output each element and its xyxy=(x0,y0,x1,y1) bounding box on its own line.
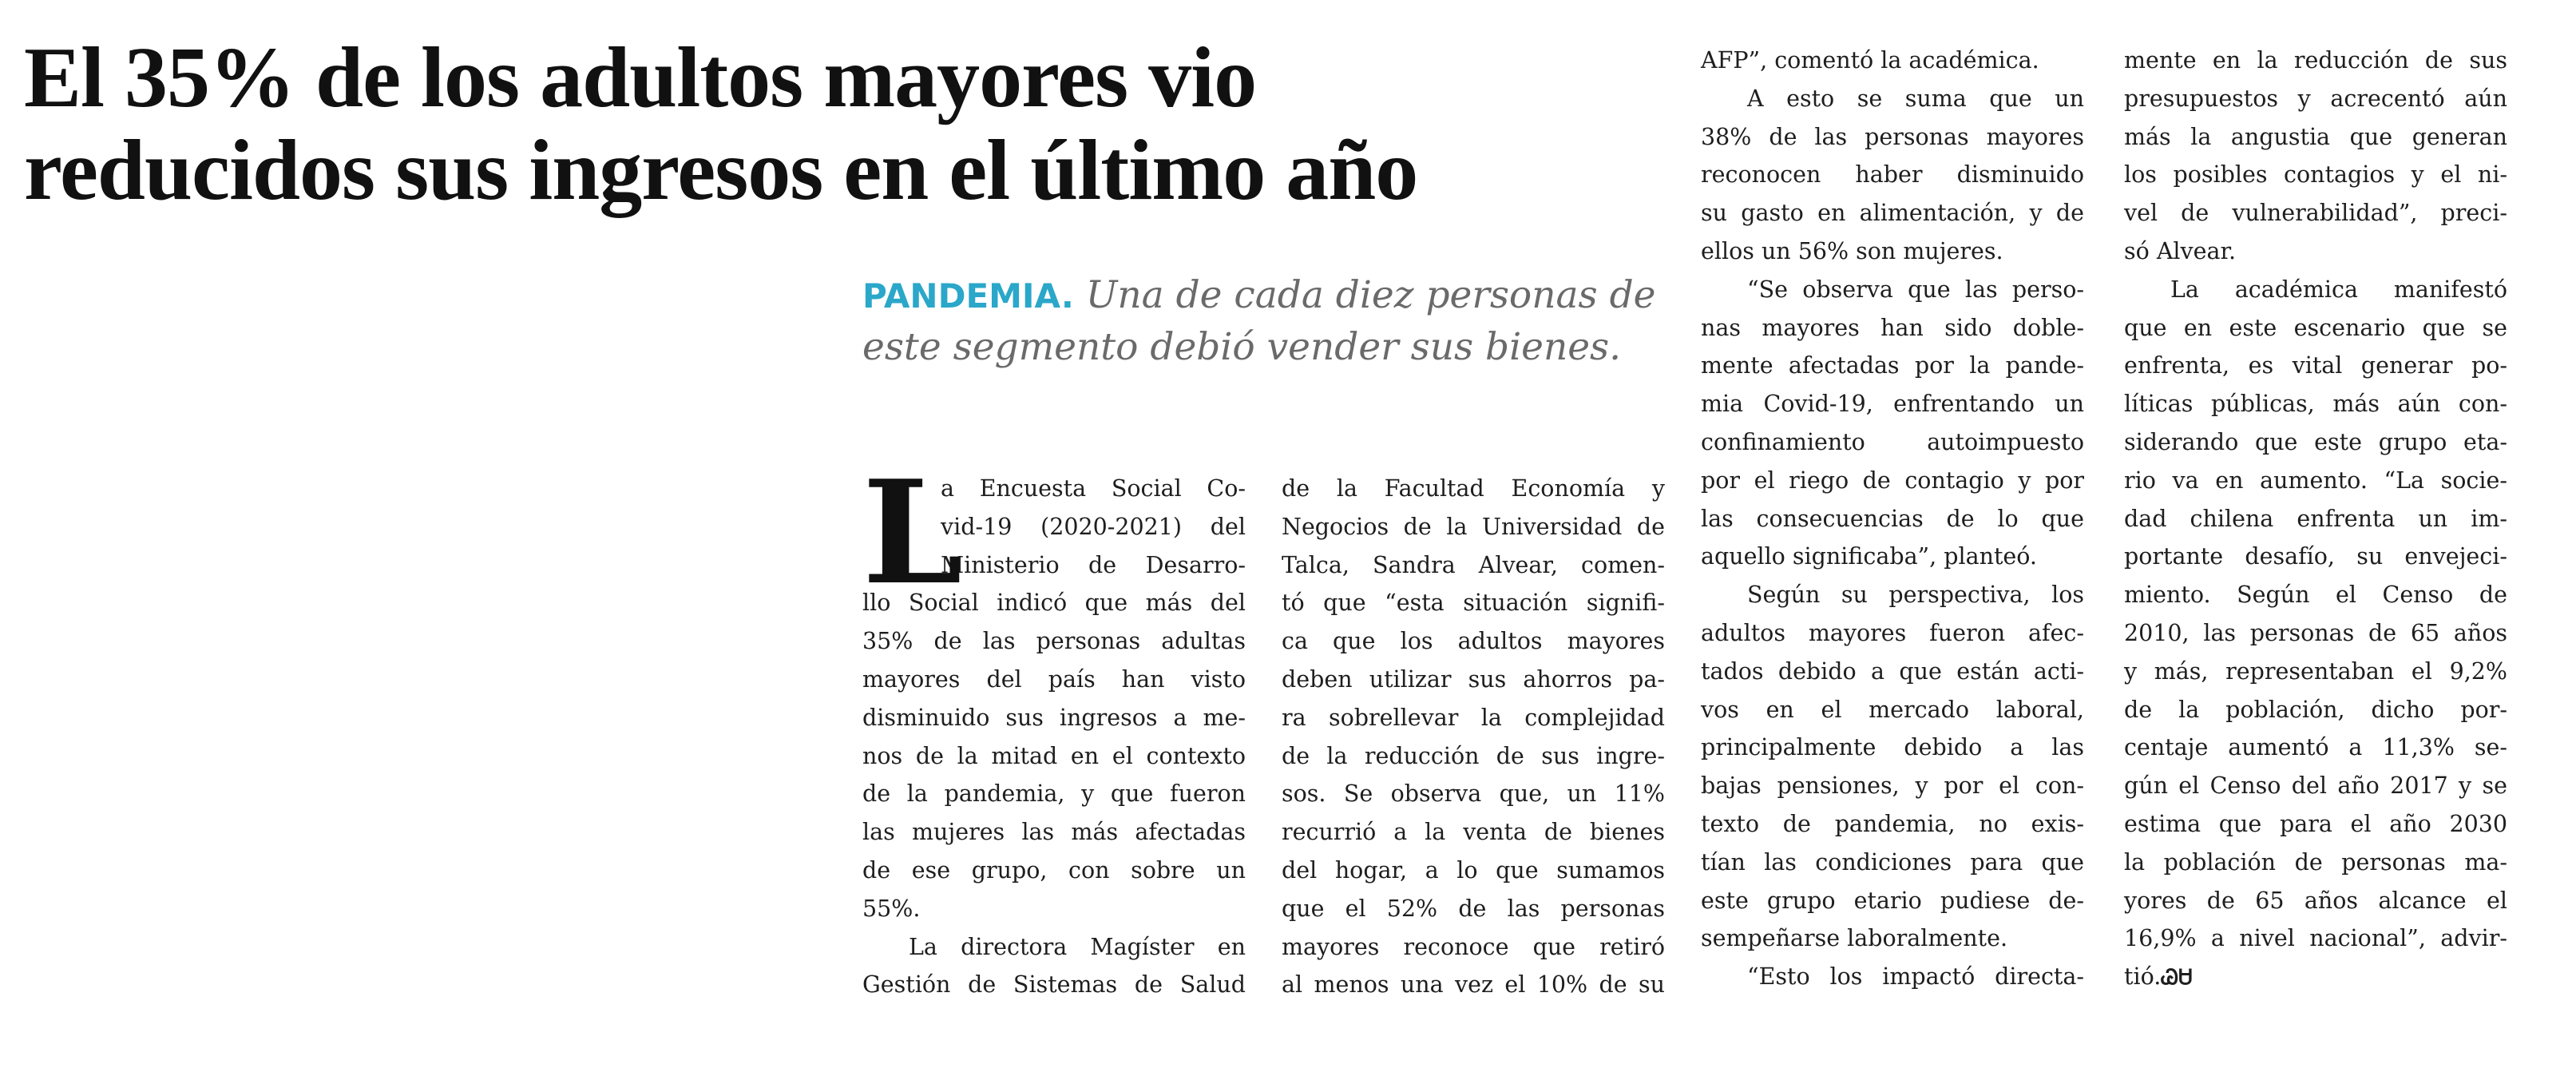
body-line: vel de vulnerabilidad”, preci- xyxy=(2124,200,2507,227)
body-line: La académica manifestó xyxy=(2170,276,2507,303)
body-line: 35% de las personas adultas xyxy=(862,628,1246,655)
body-line: que el 52% de las personas xyxy=(1282,895,1665,922)
article-column-1 xyxy=(862,449,1246,1004)
body-line: aquello significaba”, planteó. xyxy=(1701,543,2037,570)
body-line: 38% de las personas mayores xyxy=(1701,123,2084,150)
body-line: siderando que este grupo eta- xyxy=(2124,428,2507,455)
body-line: reconocen haber disminuido xyxy=(1701,161,2084,189)
body-line: mente en la reducción de sus xyxy=(2124,47,2507,73)
deck-text-1: Una de cada diez personas de xyxy=(1073,273,1656,317)
body-line: estima que para el año 2030 xyxy=(2124,810,2507,837)
body-line: ellos un 56% son mujeres. xyxy=(1701,237,2003,264)
body-line: de la población, dicho por- xyxy=(2124,696,2507,723)
body-line: mayores reconoce que retiró xyxy=(1282,933,1665,960)
body-line: rio va en aumento. “La socie- xyxy=(2124,467,2507,494)
body-line: confinamiento autoimpuesto xyxy=(1701,428,2084,455)
body-line: centaje aumentó a 11,3% se- xyxy=(2124,734,2507,761)
body-line: llo Social indicó que más del xyxy=(862,590,1246,617)
body-line: Ministerio de Desarro- xyxy=(941,551,1246,578)
body-line: más la angustia que generan xyxy=(2124,123,2507,150)
body-line: 16,9% a nivel nacional”, advir- xyxy=(2124,925,2507,952)
article-column-3 xyxy=(1701,42,2084,996)
body-line: mayores del país han visto xyxy=(862,665,1246,693)
body-line: Negocios de la Universidad de xyxy=(1282,513,1665,540)
body-line: nas mayores han sido doble- xyxy=(1701,314,2084,341)
body-line: las mujeres las más afectadas xyxy=(862,819,1246,846)
body-line: A esto se suma que un xyxy=(1747,85,2084,112)
body-line: “Se observa que las perso- xyxy=(1747,276,2084,303)
body-line: que en este escenario que se xyxy=(2124,314,2507,341)
body-line: de la pandemia, y que fueron xyxy=(862,780,1246,808)
body-text-final: tió. xyxy=(2124,963,2162,991)
body-line: ca que los adultos mayores xyxy=(1282,628,1665,655)
deck xyxy=(862,270,1656,373)
body-line: AFP”, comentó la académica. xyxy=(1701,47,2039,73)
body-line: nos de la mitad en el contexto xyxy=(862,742,1246,769)
body-line: de la Facultad Economía y xyxy=(1282,475,1665,502)
body-line: este grupo etario pudiese de- xyxy=(1701,887,2084,914)
end-mark: ᏊᏌ xyxy=(2161,966,2193,991)
body-line: texto de pandemia, no exis- xyxy=(1701,810,2084,837)
deck-line-2: este segmento debió vender sus bienes. xyxy=(862,325,1622,369)
body-line: Según su perspectiva, los xyxy=(1747,582,2084,609)
body-line: Gestión de Sistemas de Salud xyxy=(862,971,1246,999)
headline-line-2: reducidos sus ingresos en el último año xyxy=(24,123,1418,218)
deck-line-1 xyxy=(862,270,1656,322)
body-line: deben utilizar sus ahorros pa- xyxy=(1282,665,1665,693)
body-line: y más, representaban el 9,2% xyxy=(2124,657,2507,685)
body-line: 55%. xyxy=(862,895,921,922)
body-line: la población de personas ma- xyxy=(2124,848,2507,876)
body-line: vos en el mercado laboral, xyxy=(1701,696,2084,723)
body-line: su gasto en alimentación, y de xyxy=(1701,200,2084,227)
body-line: vid-19 (2020-2021) del xyxy=(941,513,1246,540)
body-line: yores de 65 años alcance el xyxy=(2124,887,2507,914)
body-line: enfrenta, es vital generar po- xyxy=(2124,352,2507,379)
body-line: disminuido sus ingresos a me- xyxy=(862,704,1246,731)
body-line: La directora Magíster en xyxy=(909,933,1246,960)
deck-kicker: PANDEMIA. xyxy=(862,276,1074,316)
body-line-final xyxy=(2124,958,2507,998)
drop-cap: L xyxy=(862,449,963,616)
body-line: miento. Según el Censo de xyxy=(2124,582,2507,609)
body-line: de la reducción de sus ingre- xyxy=(1282,742,1665,769)
body-line: sos. Se observa que, un 11% xyxy=(1282,780,1665,808)
body-line: portante desafío, su envejeci- xyxy=(2124,543,2507,570)
body-line: ra sobrellevar la complejidad xyxy=(1282,704,1665,731)
body-line: líticas públicas, más aún con- xyxy=(2124,391,2507,418)
body-line: tó que “esta situación signifi- xyxy=(1282,590,1665,617)
body-line: presupuestos y acrecentó aún xyxy=(2124,85,2507,112)
body-line: dad chilena enfrenta un im- xyxy=(2124,505,2507,532)
headline xyxy=(24,32,1669,217)
body-line: Talca, Sandra Alvear, comen- xyxy=(1282,551,1665,578)
body-line: a Encuesta Social Co- xyxy=(941,475,1246,502)
body-line: sempeñarse laboralmente. xyxy=(1701,925,2008,952)
body-line: gún el Censo del año 2017 y se xyxy=(2124,772,2507,800)
body-line: tían las condiciones para que xyxy=(1701,848,2084,876)
body-line: “Esto los impactó directa- xyxy=(1747,963,2084,991)
body-line: mente afectadas por la pande- xyxy=(1701,352,2084,379)
body-line: mia Covid-19, enfrentando un xyxy=(1701,391,2084,418)
body-line: recurrió a la venta de bienes xyxy=(1282,819,1665,846)
body-line: del hogar, a lo que sumamos xyxy=(1282,856,1665,884)
article-column-2 xyxy=(1282,470,1665,1004)
body-line: al menos una vez el 10% de su xyxy=(1282,971,1665,999)
body-line: las consecuencias de lo que xyxy=(1701,505,2084,532)
article-column-4 xyxy=(2124,42,2507,998)
body-line: bajas pensiones, y por el con- xyxy=(1701,772,2084,800)
body-line: los posibles contagios y el ni- xyxy=(2124,161,2507,189)
body-line: adultos mayores fueron afec- xyxy=(1701,619,2084,646)
body-line: 2010, las personas de 65 años xyxy=(2124,619,2507,646)
body-line: principalmente debido a las xyxy=(1701,734,2084,761)
body-line: por el riego de contagio y por xyxy=(1701,467,2084,494)
headline-line-1: El 35% de los adultos mayores vio xyxy=(24,30,1257,125)
body-line: tados debido a que están acti- xyxy=(1701,657,2084,685)
body-line: de ese grupo, con sobre un xyxy=(862,856,1246,884)
body-line: só Alvear. xyxy=(2124,237,2237,264)
